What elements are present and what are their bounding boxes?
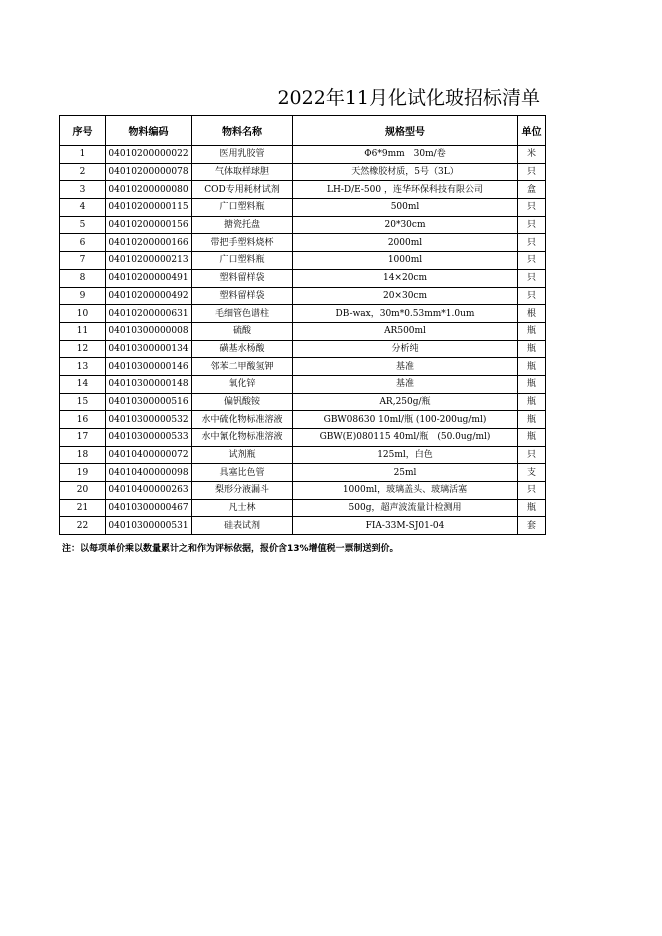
cell-no: 13 xyxy=(60,358,106,376)
cell-name: 梨形分液漏斗 xyxy=(192,482,293,500)
cell-unit: 瓶 xyxy=(518,411,546,429)
cell-name: 毛细管色谱柱 xyxy=(192,305,293,323)
table-row xyxy=(60,163,546,181)
cell-spec: AR,250g/瓶 xyxy=(293,393,518,411)
cell-code: 04010300000008 xyxy=(106,322,192,340)
cell-no: 6 xyxy=(60,234,106,252)
table-row xyxy=(60,446,546,464)
cell-unit: 瓶 xyxy=(518,322,546,340)
cell-spec: DB-wax，30m*0.53mm*1.0um xyxy=(293,305,518,323)
cell-name: 塑料留样袋 xyxy=(192,287,293,305)
cell-unit: 支 xyxy=(518,464,546,482)
cell-name: 氧化锌 xyxy=(192,375,293,393)
table-row xyxy=(60,199,546,217)
cell-unit: 只 xyxy=(518,287,546,305)
cell-unit: 只 xyxy=(518,252,546,270)
table-row xyxy=(60,269,546,287)
cell-no: 2 xyxy=(60,163,106,181)
footnote: 注：以每项单价乘以数量累计之和作为评标依据，报价含13%增值税一票制送到价。 xyxy=(62,544,399,554)
table-row xyxy=(60,216,546,234)
tender-list-table xyxy=(59,115,546,535)
cell-code: 04010300000516 xyxy=(106,393,192,411)
cell-spec: 1000ml，玻璃盖头、玻璃活塞 xyxy=(293,482,518,500)
cell-name: 水中硫化物标准溶液 xyxy=(192,411,293,429)
table-row xyxy=(60,340,546,358)
table-header-row xyxy=(60,116,546,146)
cell-name: 塑料留样袋 xyxy=(192,269,293,287)
cell-spec: 基准 xyxy=(293,375,518,393)
cell-no: 12 xyxy=(60,340,106,358)
cell-unit: 只 xyxy=(518,216,546,234)
cell-unit: 瓶 xyxy=(518,358,546,376)
cell-code: 04010200000631 xyxy=(106,305,192,323)
cell-name: 邻苯二甲酸氢钾 xyxy=(192,358,293,376)
page-title: 2022年11月化试化玻招标清单 xyxy=(277,87,540,109)
cell-name: 搪瓷托盘 xyxy=(192,216,293,234)
cell-unit: 套 xyxy=(518,517,546,535)
cell-code: 04010200000492 xyxy=(106,287,192,305)
cell-code: 04010200000213 xyxy=(106,252,192,270)
cell-no: 14 xyxy=(60,375,106,393)
cell-code: 04010300000146 xyxy=(106,358,192,376)
table-row xyxy=(60,499,546,517)
cell-name: 广口塑料瓶 xyxy=(192,252,293,270)
cell-name: 广口塑料瓶 xyxy=(192,199,293,217)
cell-no: 21 xyxy=(60,499,106,517)
cell-spec: FIA-33M-SJ01-04 xyxy=(293,517,518,535)
cell-unit: 只 xyxy=(518,446,546,464)
cell-name: 凡士林 xyxy=(192,499,293,517)
cell-spec: 分析纯 xyxy=(293,340,518,358)
cell-no: 20 xyxy=(60,482,106,500)
cell-spec: 125ml，白色 xyxy=(293,446,518,464)
cell-name: 硫酸 xyxy=(192,322,293,340)
table-row xyxy=(60,482,546,500)
table-row xyxy=(60,146,546,164)
cell-code: 04010300000533 xyxy=(106,429,192,447)
cell-unit: 瓶 xyxy=(518,499,546,517)
cell-name: 具塞比色管 xyxy=(192,464,293,482)
table-row xyxy=(60,305,546,323)
cell-unit: 瓶 xyxy=(518,375,546,393)
cell-spec: GBW08630 10ml/瓶 (100-200ug/ml) xyxy=(293,411,518,429)
cell-unit: 瓶 xyxy=(518,429,546,447)
cell-no: 17 xyxy=(60,429,106,447)
cell-code: 04010200000115 xyxy=(106,199,192,217)
cell-no: 7 xyxy=(60,252,106,270)
cell-no: 19 xyxy=(60,464,106,482)
cell-unit: 米 xyxy=(518,146,546,164)
cell-unit: 只 xyxy=(518,482,546,500)
cell-code: 04010200000022 xyxy=(106,146,192,164)
cell-name: COD专用耗材试剂 xyxy=(192,181,293,199)
cell-no: 9 xyxy=(60,287,106,305)
header-spec: 规格型号 xyxy=(293,116,518,146)
cell-no: 16 xyxy=(60,411,106,429)
header-unit: 单位 xyxy=(518,116,546,146)
cell-spec: AR500ml xyxy=(293,322,518,340)
cell-unit: 盒 xyxy=(518,181,546,199)
cell-no: 4 xyxy=(60,199,106,217)
header-no: 序号 xyxy=(60,116,106,146)
cell-unit: 根 xyxy=(518,305,546,323)
cell-spec: 25ml xyxy=(293,464,518,482)
table-row xyxy=(60,358,546,376)
table-row xyxy=(60,411,546,429)
cell-code: 04010300000148 xyxy=(106,375,192,393)
cell-no: 18 xyxy=(60,446,106,464)
cell-spec: 500ml xyxy=(293,199,518,217)
cell-unit: 只 xyxy=(518,199,546,217)
table-row xyxy=(60,252,546,270)
cell-no: 5 xyxy=(60,216,106,234)
cell-no: 8 xyxy=(60,269,106,287)
table-row xyxy=(60,517,546,535)
table-row xyxy=(60,429,546,447)
cell-code: 04010200000156 xyxy=(106,216,192,234)
cell-name: 带把手塑料烧杯 xyxy=(192,234,293,252)
cell-code: 04010300000467 xyxy=(106,499,192,517)
cell-code: 04010400000072 xyxy=(106,446,192,464)
cell-name: 水中氰化物标准溶液 xyxy=(192,429,293,447)
cell-no: 10 xyxy=(60,305,106,323)
table-row xyxy=(60,181,546,199)
cell-name: 硅表试剂 xyxy=(192,517,293,535)
cell-name: 偏钒酸铵 xyxy=(192,393,293,411)
cell-unit: 只 xyxy=(518,269,546,287)
table-row xyxy=(60,375,546,393)
cell-code: 04010300000531 xyxy=(106,517,192,535)
cell-code: 04010400000263 xyxy=(106,482,192,500)
cell-no: 3 xyxy=(60,181,106,199)
table-row xyxy=(60,322,546,340)
cell-unit: 瓶 xyxy=(518,393,546,411)
cell-no: 15 xyxy=(60,393,106,411)
cell-unit: 瓶 xyxy=(518,340,546,358)
cell-code: 04010200000078 xyxy=(106,163,192,181)
cell-spec: 2000ml xyxy=(293,234,518,252)
table-row xyxy=(60,464,546,482)
cell-spec: 20*30cm xyxy=(293,216,518,234)
cell-spec: 14×20cm xyxy=(293,269,518,287)
cell-spec: 基准 xyxy=(293,358,518,376)
cell-name: 磺基水杨酸 xyxy=(192,340,293,358)
cell-spec: 天然橡胶材质，5号（3L） xyxy=(293,163,518,181)
cell-code: 04010300000134 xyxy=(106,340,192,358)
cell-spec: 1000ml xyxy=(293,252,518,270)
table-row xyxy=(60,393,546,411)
cell-code: 04010200000080 xyxy=(106,181,192,199)
cell-code: 04010200000166 xyxy=(106,234,192,252)
cell-code: 04010200000491 xyxy=(106,269,192,287)
header-name: 物料名称 xyxy=(192,116,293,146)
cell-spec: LH-D/E-500 ，连华环保科技有限公司 xyxy=(293,181,518,199)
cell-spec: Φ6*9mm 30m/卷 xyxy=(293,146,518,164)
cell-code: 04010400000098 xyxy=(106,464,192,482)
cell-name: 试剂瓶 xyxy=(192,446,293,464)
table-row xyxy=(60,287,546,305)
cell-no: 22 xyxy=(60,517,106,535)
cell-name: 气体取样球胆 xyxy=(192,163,293,181)
cell-spec: GBW(E)080115 40ml/瓶 (50.0ug/ml) xyxy=(293,429,518,447)
cell-code: 04010300000532 xyxy=(106,411,192,429)
cell-name: 医用乳胶管 xyxy=(192,146,293,164)
cell-unit: 只 xyxy=(518,234,546,252)
cell-spec: 500g，超声波流量计检测用 xyxy=(293,499,518,517)
table-row xyxy=(60,234,546,252)
cell-unit: 只 xyxy=(518,163,546,181)
cell-no: 1 xyxy=(60,146,106,164)
cell-no: 11 xyxy=(60,322,106,340)
header-code: 物料编码 xyxy=(106,116,192,146)
cell-spec: 20×30cm xyxy=(293,287,518,305)
